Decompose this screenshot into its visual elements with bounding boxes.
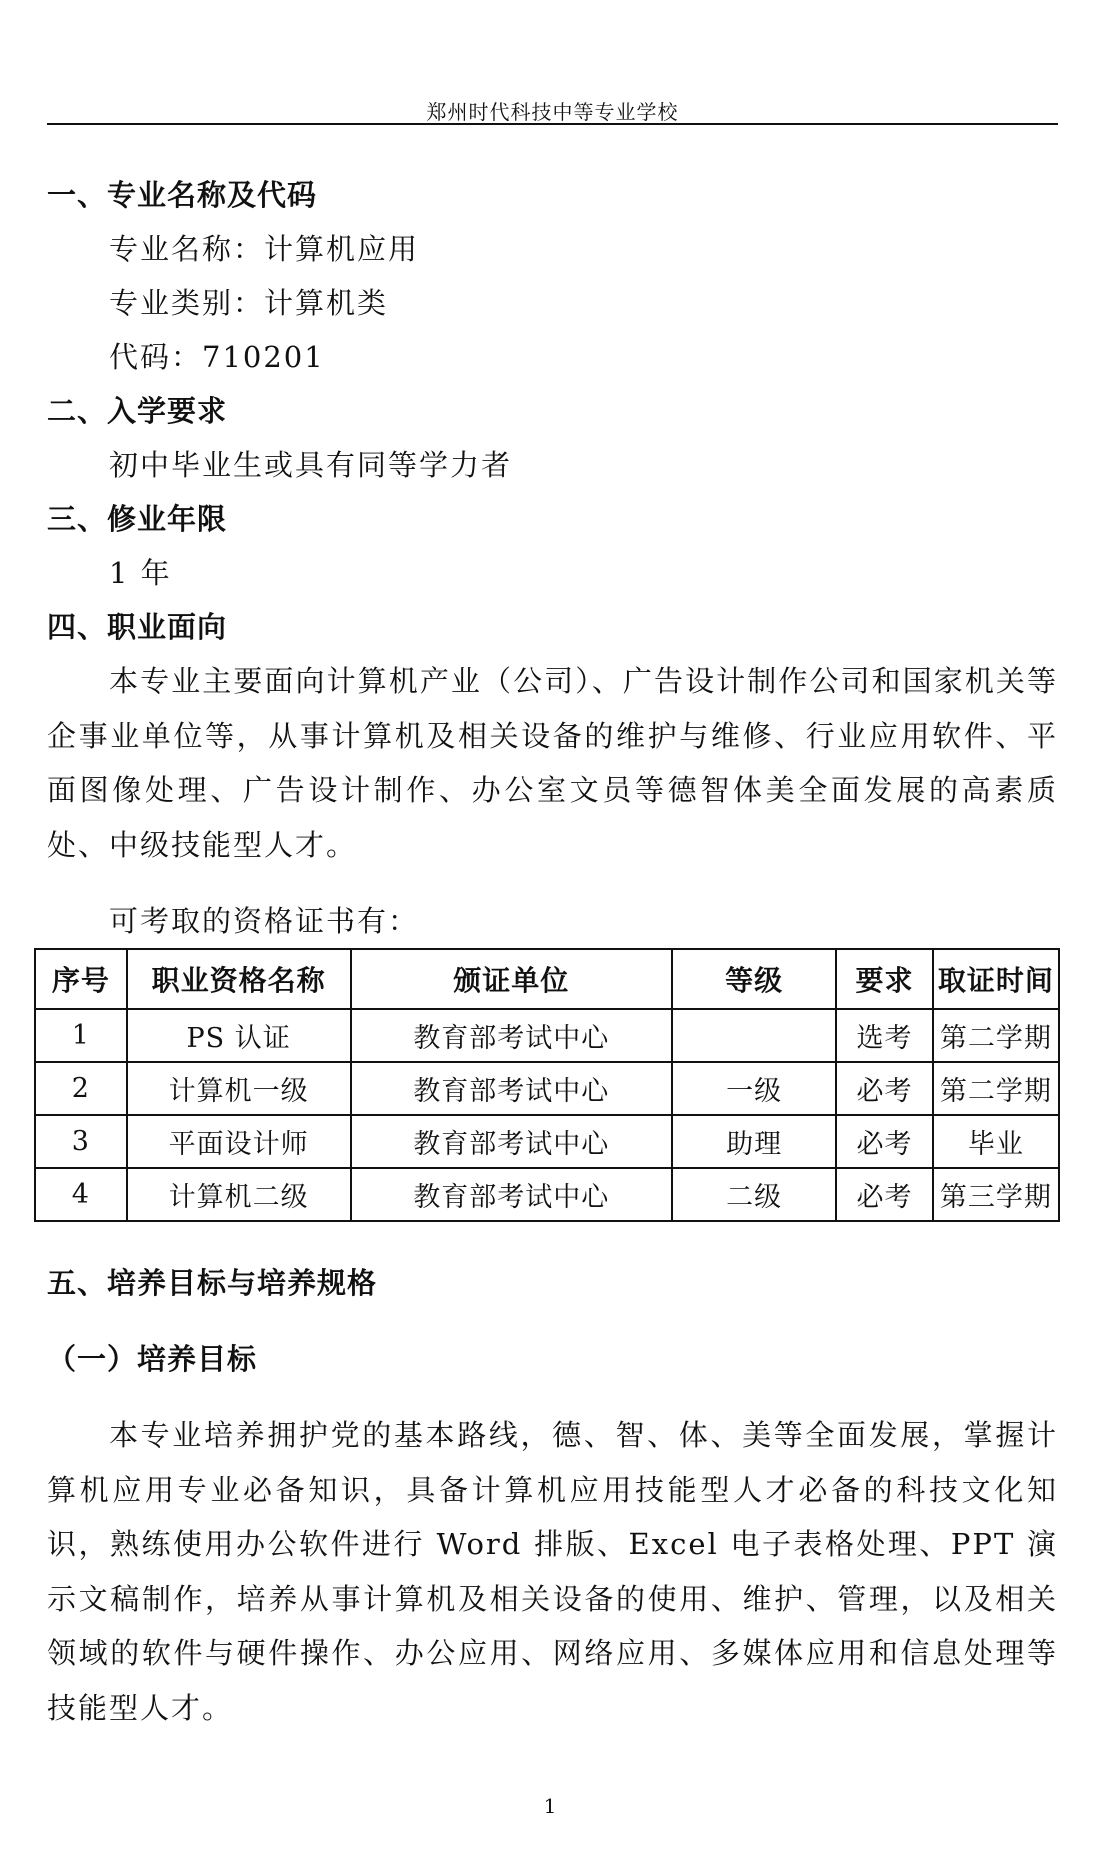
- cell-level: 助理: [672, 1115, 836, 1168]
- cell-issuer: 教育部考试中心: [351, 1168, 672, 1221]
- cell-time: 第三学期: [933, 1168, 1059, 1221]
- document-body: [47, 168, 1058, 1735]
- training-goal-paragraph: 本专业培养拥护党的基本路线，德、智、体、美等全面发展，掌握计算机应用专业必备知识，具备计算机应用技能型人才必备的科技文化知识，熟练使用办公软件进行 Word 排版、Excel 电子表格处理、PPT 演示文稿制作，培养从事计算机及相关设备的使用、维护、管理，以及相关领域的软件与硬件操作、办公应用、网络应用、多媒体应用和信息处理等技能型人才。: [47, 1418, 1058, 1725]
- cell-qualification: PS 认证: [127, 1009, 351, 1062]
- cell-qualification: 计算机二级: [127, 1168, 351, 1221]
- table-row: [35, 1009, 1059, 1062]
- cell-requirement: 必考: [836, 1115, 932, 1168]
- cell-issuer: 教育部考试中心: [351, 1009, 672, 1062]
- col-header-time: 取证时间: [933, 949, 1059, 1009]
- subsection-heading-goals: （一）培养目标: [47, 1342, 258, 1376]
- section-heading-2: 二、入学要求: [47, 394, 228, 428]
- major-code: 代码：710201: [109, 340, 325, 374]
- cell-requirement: 选考: [836, 1009, 932, 1062]
- cell-index: 4: [35, 1168, 127, 1221]
- cell-qualification: 平面设计师: [127, 1115, 351, 1168]
- cell-time: 第二学期: [933, 1062, 1059, 1115]
- table-header-row: [35, 949, 1059, 1009]
- col-header-qualification: 职业资格名称: [127, 949, 351, 1009]
- section-heading-3: 三、修业年限: [47, 502, 228, 536]
- cell-level: 一级: [672, 1062, 836, 1115]
- career-orientation-paragraph: 本专业主要面向计算机产业（公司）、广告设计制作公司和国家机关等企事业单位等，从事计算机及相关设备的维护与维修、行业应用软件、平面图像处理、广告设计制作、办公室文员等德智体美全面发展的高素质处、中级技能型人才。: [47, 664, 1058, 862]
- col-header-level: 等级: [672, 949, 836, 1009]
- cell-level: [672, 1009, 836, 1062]
- cell-index: 3: [35, 1115, 127, 1168]
- study-duration: 1 年: [109, 556, 172, 590]
- table-row: [35, 1062, 1059, 1115]
- admission-requirement: 初中毕业生或具有同等学力者: [109, 448, 513, 482]
- col-header-index: 序号: [35, 949, 127, 1009]
- page-number: 1: [543, 1794, 557, 1818]
- cell-issuer: 教育部考试中心: [351, 1062, 672, 1115]
- cell-index: 2: [35, 1062, 127, 1115]
- cell-issuer: 教育部考试中心: [351, 1115, 672, 1168]
- table-row: [35, 1168, 1059, 1221]
- col-header-requirement: 要求: [836, 949, 932, 1009]
- certificates-intro: 可考取的资格证书有：: [109, 904, 420, 938]
- major-name: 专业名称：计算机应用: [109, 232, 420, 266]
- cell-time: 第二学期: [933, 1009, 1059, 1062]
- certificate-table: [34, 948, 1060, 1222]
- cell-requirement: 必考: [836, 1062, 932, 1115]
- section-heading-5: 五、培养目标与培养规格: [47, 1266, 378, 1300]
- cell-level: 二级: [672, 1168, 836, 1221]
- section-heading-4: 四、职业面向: [47, 610, 228, 644]
- table-row: [35, 1115, 1059, 1168]
- header-rule: [47, 123, 1058, 125]
- cell-requirement: 必考: [836, 1168, 932, 1221]
- cell-time: 毕业: [933, 1115, 1059, 1168]
- cell-index: 1: [35, 1009, 127, 1062]
- page-header: 郑州时代科技中等专业学校: [426, 100, 679, 124]
- cell-qualification: 计算机一级: [127, 1062, 351, 1115]
- major-category: 专业类别：计算机类: [109, 286, 389, 320]
- section-heading-1: 一、专业名称及代码: [47, 178, 318, 212]
- col-header-issuer: 颁证单位: [351, 949, 672, 1009]
